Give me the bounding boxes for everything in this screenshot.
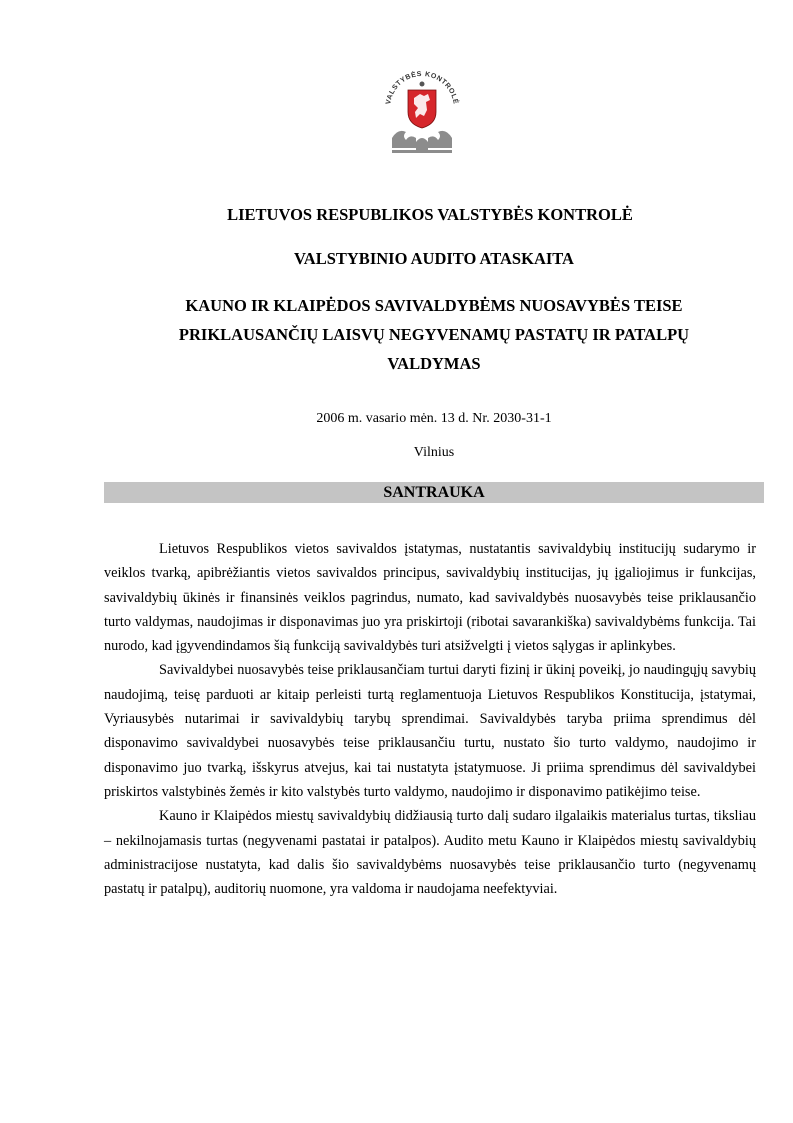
report-title-line: PRIKLAUSANČIŲ LAISVŲ NEGYVENAMŲ PASTATŲ IR PATALPŲ (178, 325, 690, 344)
summary-paragraph: Savivaldybei nuosavybės teise priklausančiam turtui daryti fizinį ir ūkinį poveikį, jo naudingųjų savybių naudojimą, teisę parduoti ar kitaip perleisti turtą reglamentuoja Lietuvos Respublikos Konstitucija, įstatymai, Vyriausybės nutarimai ir savivaldybių tarybų sprendimai. Savivaldybės taryba priima sprendimus dėl disponavimo savivaldybei nuosavybės teise priklausančiu turtu, nustato šio turto valdymo, naudojimo ir disponavimo juo tvarką, išskyrus atvejus, kai tai nustatyta įstatymuose. Ji priima sprendimus dėl savivaldybei priskirtos valstybinės žemės ir kito valstybės turto valdymo, naudojimo ir disponavimo patikėjimo teise. (104, 662, 756, 800)
coat-of-arms-icon (380, 68, 464, 160)
institution-heading: LIETUVOS RESPUBLIKOS VALSTYBĖS KONTROLĖ (227, 205, 633, 224)
state-audit-office-logo (380, 68, 464, 160)
report-title-line: VALDYMAS (387, 354, 481, 373)
summary-paragraph: Kauno ir Klaipėdos miestų savivaldybių didžiausią turto dalį sudaro ilgalaikis materialus turtas, tiksliau – nekilnojamasis turtas (negyvenami pastatai ir patalpos). Audito metu Kauno ir Klaipėdos miestų savivaldybių administracijose nustatyta, kad dalis šio savivaldybėms nuosavybės teise priklausančio turto (negyvenamų pastatų ir patalpų), auditorių nuomone, yra valdoma ir naudojama neefektyviai. (104, 808, 756, 898)
report-type-heading: VALSTYBINIO AUDITO ATASKAITA (294, 249, 574, 268)
summary-paragraph: Lietuvos Respublikos vietos savivaldos įstatymas, nustatantis savivaldybių institucijų sudarymo ir veiklos tvarką, apibrėžiantis vietos savivaldos principus, savivaldybių institucijas, jų įgaliojimus ir funkcijas, savivaldybių ūkinės ir finansinės veiklos pagrindus, numato, kad savivaldybės nuosavybės teise priklausančio turto valdymas, naudojimas ir disponavimas juo yra priskirtoji (ribotai savarankiška) savivaldybėms funkcija. Tai nurodo, kad įgyvendindamos šią funkciją savivaldybės turi atsižvelgti į vietos sąlygas ir aplinkybes. (104, 541, 756, 655)
logo-arc-text: VALSTYBĖS KONTROLĖ (385, 70, 459, 105)
summary-heading: SANTRAUKA (104, 482, 764, 503)
report-date-number: 2006 m. vasario mėn. 13 d. Nr. 2030-31-1 (316, 411, 552, 426)
report-city: Vilnius (413, 445, 455, 460)
report-title-line: KAUNO IR KLAIPĖDOS SAVIVALDYBĖMS NUOSAVYBĖS TEISE (185, 296, 683, 315)
report-title (104, 291, 764, 378)
summary-body (104, 537, 756, 901)
